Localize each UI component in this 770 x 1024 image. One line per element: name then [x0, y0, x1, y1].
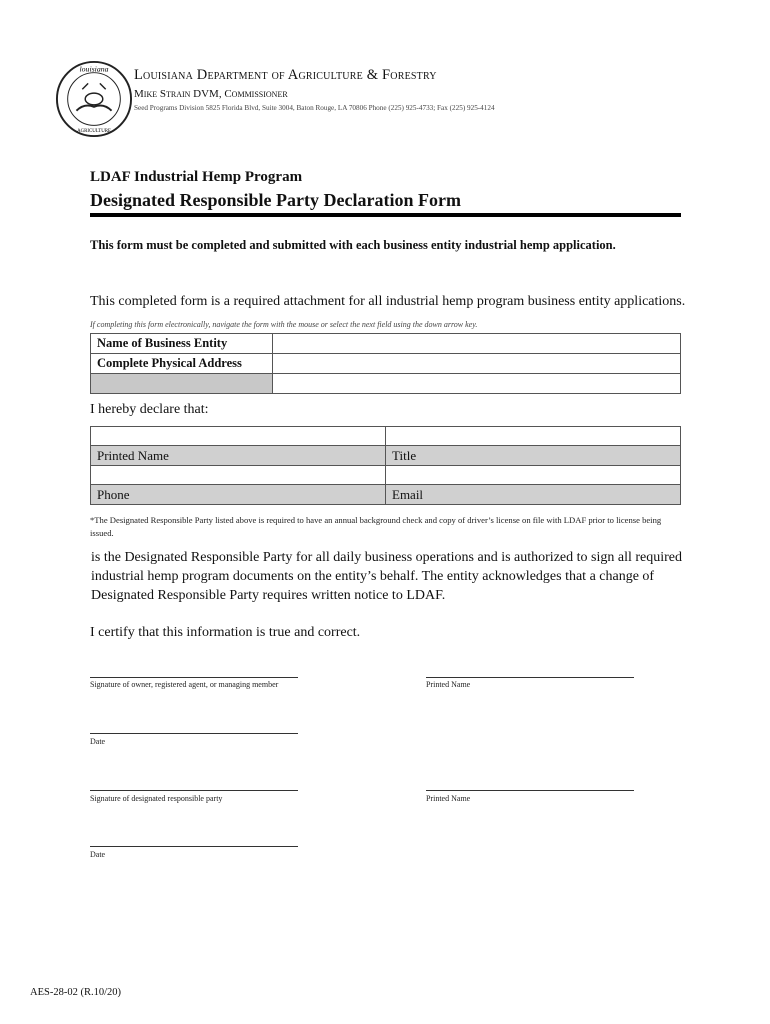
- business-name-field[interactable]: [273, 334, 681, 354]
- submission-notice: This form must be completed and submitted with each business entity industrial hemp application.: [90, 238, 616, 252]
- printed-name-label-1: Printed Name: [426, 680, 471, 689]
- printed-name-label: Printed Name: [91, 446, 386, 466]
- required-attachment-text: This completed form is a required attachment for all industrial hemp program business entity applications.: [90, 294, 686, 309]
- agency-name: Louisiana Department of Agriculture & Forestry: [134, 67, 437, 83]
- svg-text:AGRICULTURE: AGRICULTURE: [77, 129, 111, 135]
- agency-address: Seed Programs Division 5825 Florida Blvd, Suite 3004, Baton Rouge, LA 70806 Phone (225) 925-4733; Fax (225) 925-4124: [134, 104, 495, 112]
- physical-address-label: Complete Physical Address: [91, 354, 273, 374]
- printed-name-line-2[interactable]: [426, 790, 634, 791]
- date-line-1[interactable]: [90, 733, 298, 734]
- physical-address-field[interactable]: [273, 354, 681, 374]
- ldaf-seal-logo: [55, 60, 133, 138]
- business-entity-table: [90, 333, 681, 394]
- printed-name-label-2: Printed Name: [426, 794, 471, 803]
- designated-signature-label: Signature of designated responsible party: [90, 794, 223, 803]
- printed-name-line-1[interactable]: [426, 677, 634, 678]
- program-name: LDAF Industrial Hemp Program: [90, 169, 303, 185]
- title-label: Title: [386, 446, 681, 466]
- date-label-1: Date: [90, 737, 106, 746]
- printed-name-field[interactable]: [91, 427, 386, 446]
- physical-address-field-line2[interactable]: [273, 374, 681, 394]
- declaration-text: I hereby declare that:: [90, 402, 209, 417]
- date-label-2: Date: [90, 850, 106, 859]
- title-rule: [90, 213, 681, 217]
- commissioner-name: Mike Strain DVM, Commissioner: [134, 88, 288, 100]
- svg-text:louisiana: louisiana: [79, 64, 109, 74]
- designated-signature-line[interactable]: [90, 790, 298, 791]
- email-label: Email: [386, 485, 681, 505]
- owner-signature-label: Signature of owner, registered agent, or managing member: [90, 680, 279, 689]
- responsibility-paragraph: is the Designated Responsible Party for all daily business operations and is authorized to sign all required industrial hemp program documents on the entity’s behalf. The entity acknowledges that a change of Designated Responsible Party requires written notice to LDAF.: [91, 550, 682, 603]
- owner-signature-line[interactable]: [90, 677, 298, 678]
- date-line-2[interactable]: [90, 846, 298, 847]
- form-number: AES-28-02 (R.10/20): [30, 987, 121, 998]
- email-field[interactable]: [386, 466, 681, 485]
- business-name-label: Name of Business Entity: [91, 334, 273, 354]
- form-title: Designated Responsible Party Declaration Form: [90, 190, 461, 210]
- address-shaded-cell: [91, 374, 273, 394]
- certification-statement: I certify that this information is true and correct.: [90, 625, 361, 640]
- responsible-party-table: [90, 426, 681, 505]
- title-field[interactable]: [386, 427, 681, 446]
- phone-field[interactable]: [91, 466, 386, 485]
- phone-label: Phone: [91, 485, 386, 505]
- background-check-footnote: *The Designated Responsible Party listed above is required to have an annual background check and copy of driver’s license on file with LDAF prior to license being issued.: [90, 515, 662, 538]
- electronic-instruction: If completing this form electronically, navigate the form with the mouse or select the next field using the down arrow key.: [90, 320, 478, 329]
